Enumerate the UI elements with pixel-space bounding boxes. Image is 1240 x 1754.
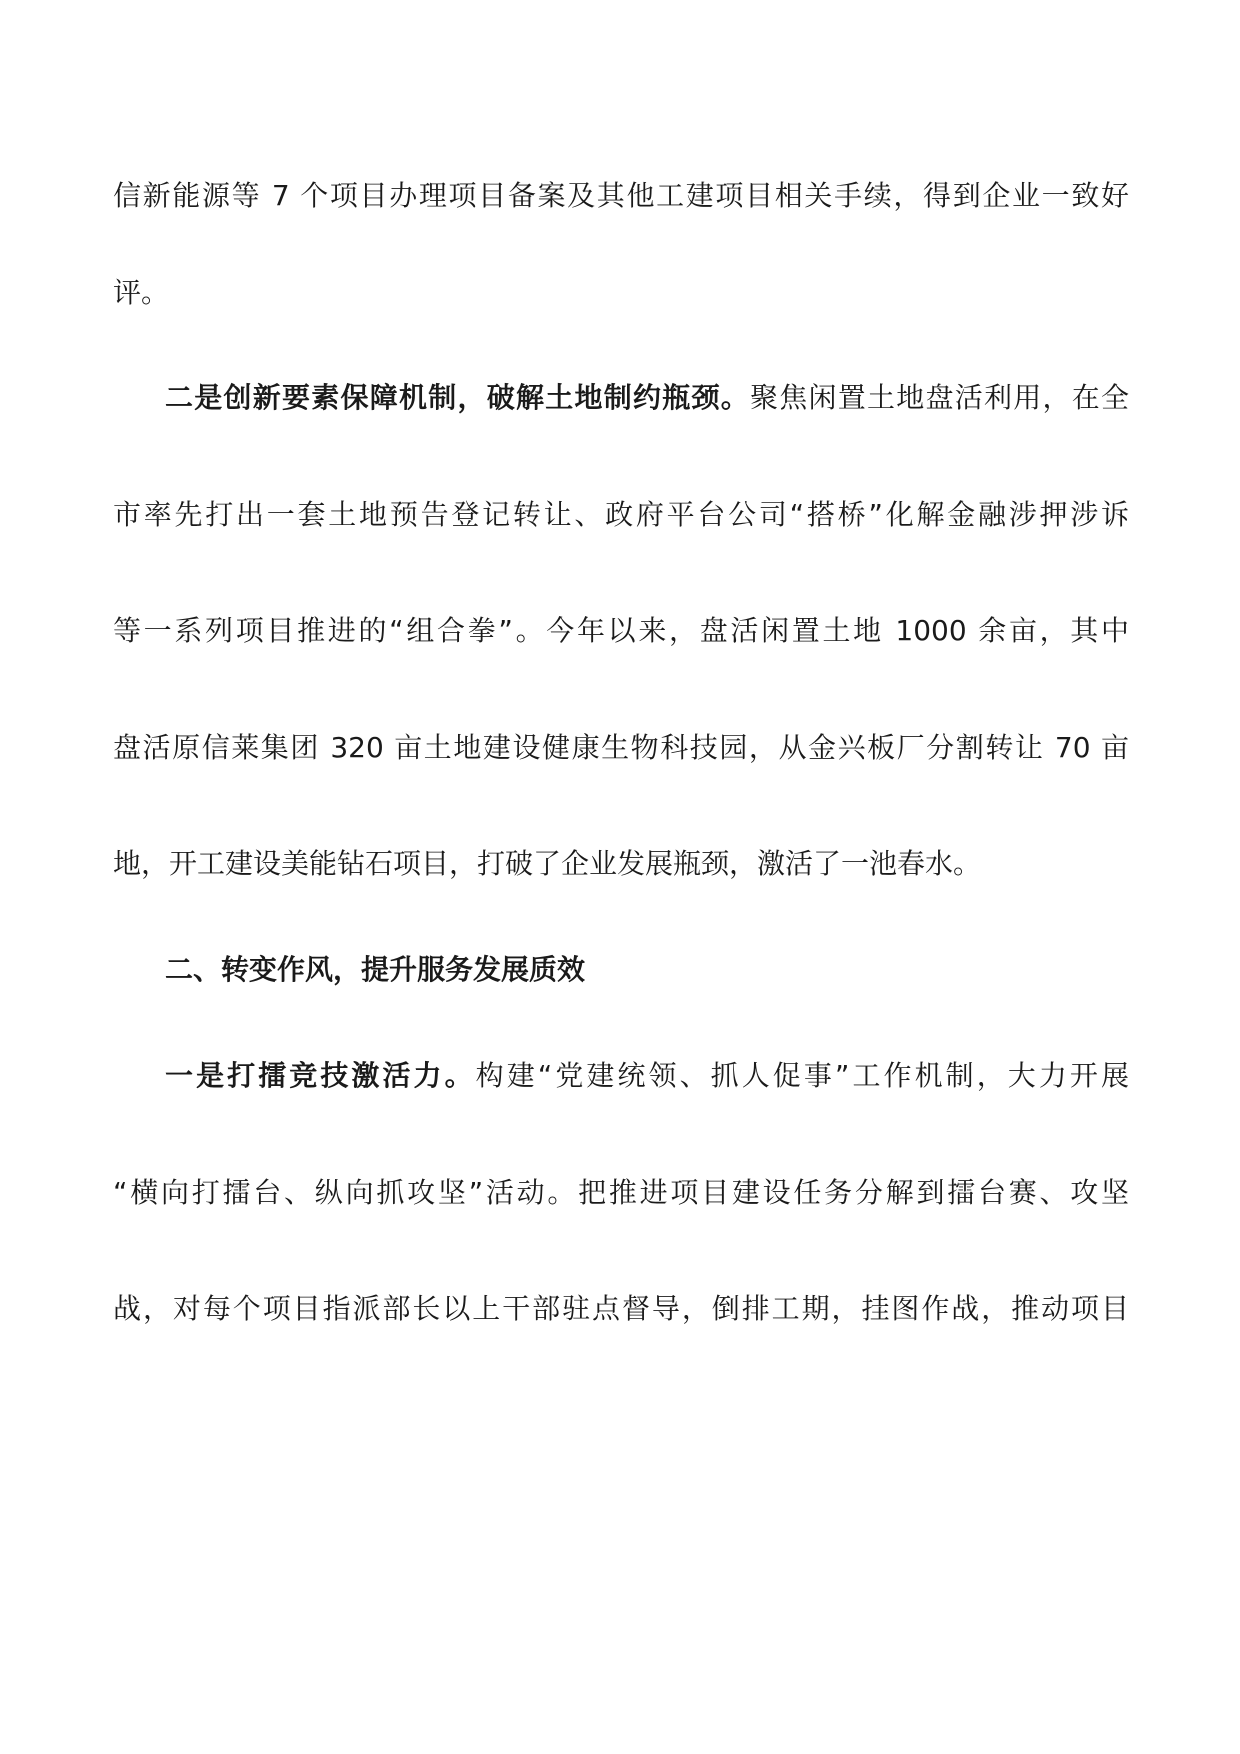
paragraph-3-lead-bold: 一是打擂竞技激活力。 xyxy=(165,1059,476,1092)
text-line-5-content: 等一系列项目推进的“组合拳”。今年以来，盘活闲置土地 1000 余亩，其中 xyxy=(113,614,1129,647)
paragraph-3-first-line xyxy=(165,1056,1129,1096)
text-line-6 xyxy=(113,728,1129,768)
text-line-5 xyxy=(113,611,1129,651)
paragraph-3-lead-rest: 构建“党建统领、抓人促事”工作机制，大力开展 xyxy=(475,1059,1129,1092)
text-line-11 xyxy=(113,1289,1129,1329)
text-line-10 xyxy=(113,1173,1129,1213)
text-line-10-content: “横向打擂台、纵向抓攻坚”活动。把推进项目建设任务分解到擂台赛、攻坚 xyxy=(113,1176,1129,1209)
text-line-2-content: 评。 xyxy=(113,276,170,309)
paragraph-2-lead-bold: 二是创新要素保障机制，破解土地制约瓶颈。 xyxy=(165,381,750,414)
paragraph-2-first-line xyxy=(165,378,1129,418)
text-line-4 xyxy=(113,495,1129,535)
text-line-1-content: 信新能源等 7 个项目办理项目备案及其他工建项目相关手续，得到企业一致好 xyxy=(113,179,1129,212)
text-line-7 xyxy=(113,844,1129,884)
text-line-4-content: 市率先打出一套土地预告登记转让、政府平台公司“搭桥”化解金融涉押涉诉 xyxy=(113,498,1130,531)
paragraph-2-lead-rest: 聚焦闲置土地盘活利用，在全 xyxy=(749,381,1129,414)
text-line-2 xyxy=(113,273,1129,313)
text-line-7-content: 地，开工建设美能钻石项目，打破了企业发展瓶颈，激活了一池春水。 xyxy=(113,847,982,880)
text-line-6-content: 盘活原信莱集团 320 亩土地建设健康生物科技园，从金兴板厂分割转让 70 亩 xyxy=(113,731,1129,764)
text-line-11-content: 战，对每个项目指派部长以上干部驻点督导，倒排工期，挂图作战，推动项目 xyxy=(113,1292,1129,1325)
section-heading: 二、转变作风，提升服务发展质效 xyxy=(165,953,586,986)
text-line-1 xyxy=(113,176,1129,216)
